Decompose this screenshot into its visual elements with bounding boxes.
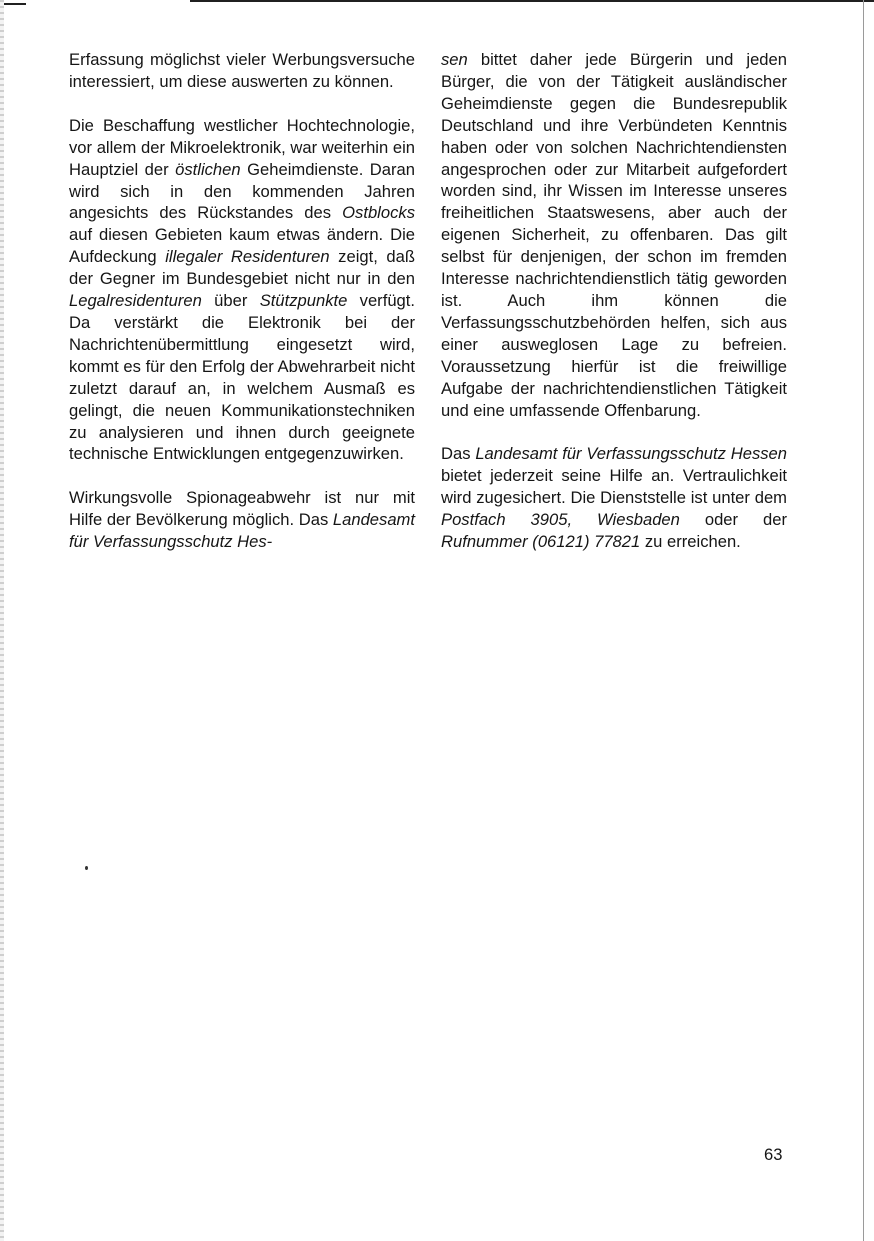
italic-term: sen: [441, 50, 468, 69]
right-paragraph-1: [441, 49, 787, 421]
left-paragraph-1: [69, 49, 415, 93]
italic-term: illegaler Residenturen: [165, 247, 330, 267]
text-run: auf diesen Gebieten kaum etwas ändern. Die Aufdeckung: [69, 225, 415, 267]
italic-term: Stützpunkte: [259, 291, 348, 311]
text-run: Die Beschaffung westlicher Hochtechnologie, vor allem der Mikroelektronik, war weiterhin ein Hauptziel der: [69, 115, 415, 179]
scan-top-rule: [190, 0, 874, 2]
right-column: [441, 49, 787, 553]
text-run: verfügt. Da verstärkt die Elektronik bei der Nachrichtenübermittlung eingesetzt wird, kommt es für den Erfolg der Abwehrarbeit nicht zuletzt darauf an, in welchem Ausmaß es gelingt, die neuen Kommunikationstechniken zu analysieren und ihnen durch geeignete technische Entwicklungen entgegenzuwirken.: [69, 291, 415, 464]
text-run: bittet daher jede Bürgerin und jeden Bürger, die von der Tätigkeit ausländischer Geheimdienste gegen die Bundesrepublik Deutschland und ihre Verbündeten Kenntnis haben oder von solchen Nachrichtendiensten angesprochen oder zur Mitarbeit aufgefordert worden sind, ihr Wissen im Interesse unseres freiheitlichen Staatswesens, aber auch der eigenen Sicherheit, zu offenbaren. Das gilt selbst für denjenigen, der schon im fremden Interesse nachrichtendienstlich tätig geworden ist. Auch ihm können die Verfassungsschutzbehörden helfen, sich aus einer ausweglosen Lage zu befreien. Voraussetzung hierfür ist die freiwillige Aufgabe der nachrichtendienstlichen Tätigkeit und eine umfassende Offenbarung.: [441, 50, 787, 420]
italic-term: Landesamt für Verfassungsschutz Hessen: [475, 444, 787, 464]
left-column: [69, 49, 415, 553]
scan-right-edge: [863, 0, 864, 1241]
italic-term: Landesamt für Verfassungsschutz Hes-: [69, 510, 415, 552]
text-run: bietet jederzeit seine Hilfe an. Vertraulichkeit wird zugesichert. Die Dienststelle ist unter dem: [441, 466, 787, 508]
text-run: Geheimdienste. Daran wird sich in den kommenden Jahren angesichts des Rückstandes des: [69, 159, 415, 223]
left-paragraph-3: [69, 487, 415, 553]
scan-speck: [85, 866, 88, 870]
italic-term: Ostblocks: [342, 203, 415, 223]
scan-left-edge: [0, 0, 4, 1241]
page-number: 63: [764, 1145, 783, 1164]
italic-term: Postfach 3905, Wiesbaden: [441, 510, 680, 530]
text-run: oder der: [679, 510, 788, 530]
text-run: zu erreichen.: [640, 532, 741, 552]
italic-term: Rufnummer (06121) 77821: [441, 532, 641, 552]
italic-term: östlichen: [175, 159, 241, 179]
text-run: Das: [441, 444, 476, 464]
italic-term: Legalresidenturen: [69, 291, 202, 311]
right-paragraph-2: [441, 443, 787, 553]
text-run: Erfassung möglichst vieler Werbungsversuche interessiert, um diese auswerten zu können.: [69, 50, 415, 91]
text-run: zeigt, daß der Gegner im Bundesgebiet nicht nur in den: [69, 247, 415, 289]
text-run: Wirkungsvolle Spionageabwehr ist nur mit Hilfe der Bevölkerung möglich. Das: [69, 488, 415, 530]
text-run: über: [201, 291, 260, 311]
left-paragraph-2: [69, 115, 415, 466]
